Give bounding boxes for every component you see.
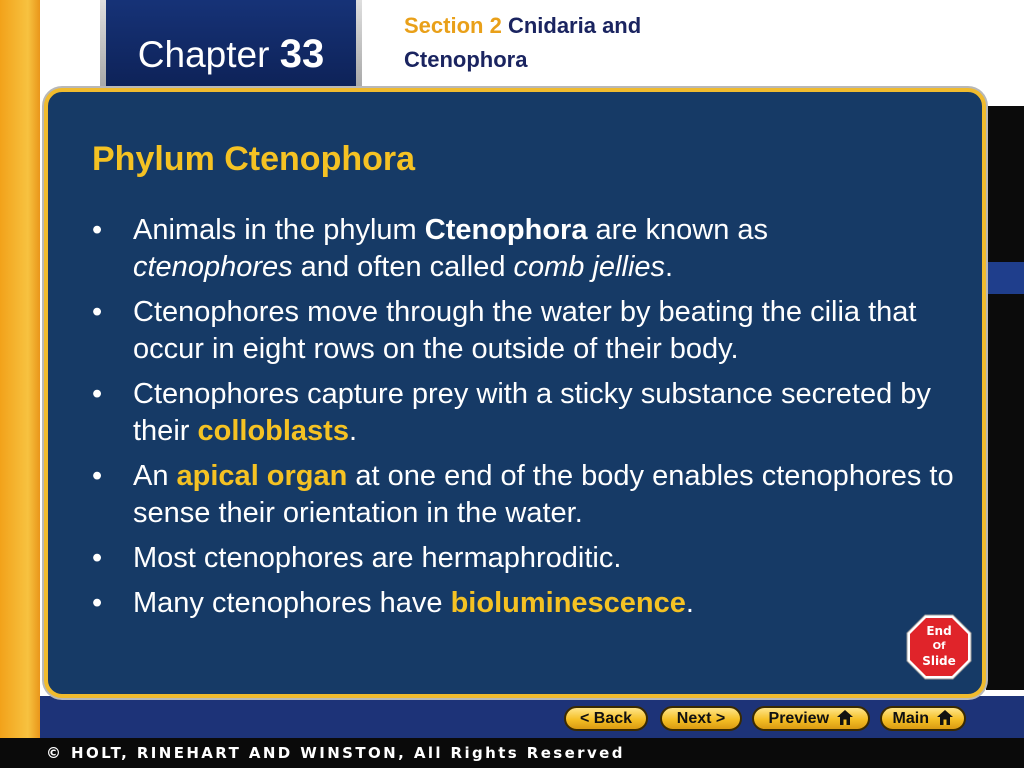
bullet-item (92, 585, 972, 622)
bullet-item (92, 212, 972, 286)
right-dark-strip (986, 106, 1024, 690)
chapter-word: Chapter (137, 34, 270, 75)
next-button[interactable] (660, 706, 742, 731)
bullet-text: are known as (587, 214, 769, 246)
end-of-slide-button[interactable] (906, 624, 972, 668)
chapter-number: 33 (279, 32, 325, 76)
main-button[interactable] (880, 706, 966, 731)
section-title-line2: Ctenophora (404, 47, 528, 72)
back-button-label: < Back (579, 710, 633, 727)
bullet-text: . (348, 415, 358, 447)
bullet-text: Many ctenophores have (133, 587, 451, 619)
bullet-text: Ctenophores move through the water by beating the cilia that occur in eight rows on the outside of their body. (133, 296, 917, 365)
key-term: bioluminescence (450, 587, 686, 619)
bullet-item (92, 458, 972, 532)
bullet-list (92, 212, 972, 630)
bullet-text: Animals in the phylum (133, 214, 425, 246)
next-button-label: Next > (676, 710, 726, 727)
key-term: apical organ (176, 460, 348, 492)
bullet-item (92, 294, 972, 368)
bullet-term: Ctenophora (424, 214, 588, 246)
home-icon (837, 710, 853, 725)
section-heading (404, 9, 641, 77)
section-title-line1: Cnidaria and (507, 13, 642, 38)
main-button-label: Main (892, 710, 929, 727)
left-accent-bar (0, 0, 40, 740)
back-button[interactable] (564, 706, 648, 731)
bullet-item (92, 376, 972, 450)
bullet-text: and often called (292, 251, 514, 283)
bullet-text: Most ctenophores are hermaphroditic. (133, 542, 622, 574)
content-panel-inner (44, 88, 986, 698)
of-label: Of (932, 641, 946, 652)
copyright-text: © HOLT, RINEHART AND WINSTON, All Rights Reserved (46, 744, 625, 762)
nav-bar-background (40, 696, 1024, 738)
chapter-label (106, 32, 356, 77)
bullet-emphasis: ctenophores (133, 251, 293, 283)
bullet-text: Ctenophores capture prey with a sticky substance secreted by their (133, 378, 931, 447)
bullet-text: An (133, 460, 177, 492)
bullet-text: . (665, 251, 674, 283)
bullet-item (92, 540, 972, 577)
slide-label: Slide (922, 654, 956, 668)
right-blue-tab (986, 262, 1024, 294)
slide-title: Phylum Ctenophora (92, 140, 416, 178)
key-term: colloblasts (197, 415, 349, 447)
bullet-text: . (685, 587, 694, 619)
bullet-text: at one end of the body enables ctenophores to sense their orientation in the water. (133, 460, 954, 529)
end-label: End (926, 624, 952, 638)
home-icon (937, 710, 953, 725)
section-label: Section 2 (404, 13, 502, 38)
preview-button[interactable] (752, 706, 870, 731)
bullet-emphasis: comb jellies (513, 251, 666, 283)
content-panel (42, 86, 988, 700)
preview-button-label: Preview (768, 710, 830, 727)
